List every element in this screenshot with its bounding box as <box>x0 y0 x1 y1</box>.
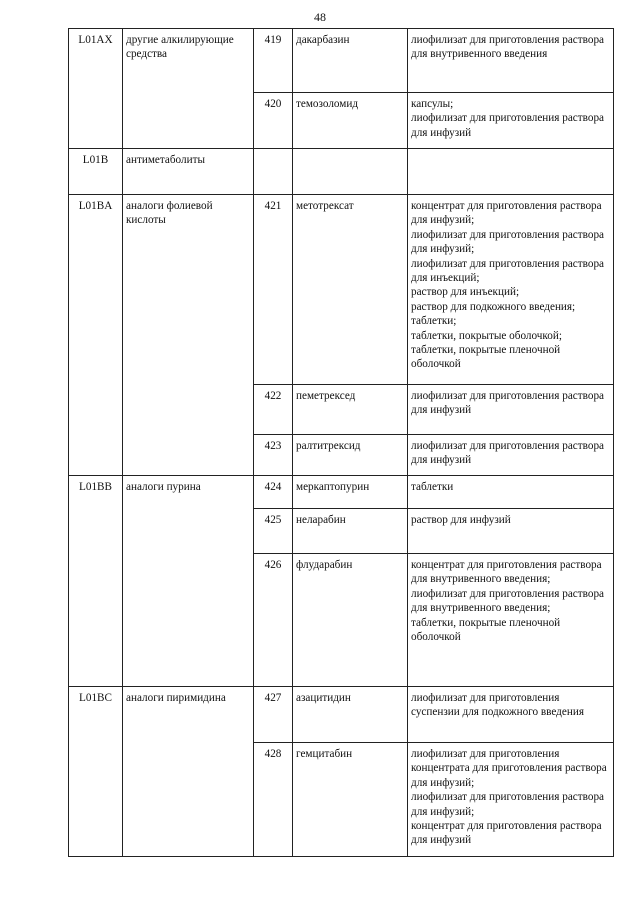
item-number-cell: 425 <box>254 509 293 554</box>
drug-name-cell: дакарбазин <box>293 29 408 93</box>
page-number: 48 <box>314 10 326 24</box>
dosage-form-cell: раствор для инфузий <box>408 509 614 554</box>
table-row <box>69 149 614 195</box>
dosage-form-cell: концентрат для приготовления раствора для внутривенного введения; лиофилизат для приготовления раствора для внутривенного введения; таблетки, покрытые пленочной оболочкой <box>408 554 614 687</box>
atc-code-cell: L01BC <box>69 687 123 857</box>
atc-group-cell: антиметаболиты <box>123 149 254 195</box>
medication-table <box>68 28 614 857</box>
item-number-cell <box>254 149 293 195</box>
atc-code-cell: L01BB <box>69 476 123 687</box>
dosage-form-cell: лиофилизат для приготовления раствора для инфузий <box>408 385 614 435</box>
drug-name-cell: неларабин <box>293 509 408 554</box>
dosage-form-cell: лиофилизат для приготовления концентрата для приготовления раствора для инфузий; лиофилизат для приготовления раствора для инфузий; концентрат для приготовления раствора для инфузий <box>408 743 614 857</box>
dosage-form-cell: концентрат для приготовления раствора для инфузий; лиофилизат для приготовления раствора для инфузий; лиофилизат для приготовления раствора для инъекций; раствор для инъекций; раствор для подкожного введения; таблетки; таблетки, покрытые оболочкой; таблетки, покрытые пленочной оболочкой <box>408 195 614 385</box>
item-number-cell: 420 <box>254 93 293 149</box>
atc-group-cell: аналоги фолиевой кислоты <box>123 195 254 476</box>
drug-name-cell: азацитидин <box>293 687 408 743</box>
item-number-cell: 423 <box>254 435 293 476</box>
drug-name-cell: ралтитрексид <box>293 435 408 476</box>
drug-name-cell: флударабин <box>293 554 408 687</box>
dosage-form-cell: лиофилизат для приготовления раствора для внутривенного введения <box>408 29 614 93</box>
table-row <box>69 195 614 385</box>
dosage-form-cell: таблетки <box>408 476 614 509</box>
atc-code-cell: L01BA <box>69 195 123 476</box>
drug-name-cell: гемцитабин <box>293 743 408 857</box>
item-number-cell: 428 <box>254 743 293 857</box>
dosage-form-cell <box>408 149 614 195</box>
item-number-cell: 419 <box>254 29 293 93</box>
item-number-cell: 426 <box>254 554 293 687</box>
drug-name-cell <box>293 149 408 195</box>
table-row <box>69 476 614 509</box>
atc-code-cell: L01B <box>69 149 123 195</box>
table-row <box>69 29 614 93</box>
dosage-form-cell: капсулы; лиофилизат для приготовления раствора для инфузий <box>408 93 614 149</box>
table-row <box>69 687 614 743</box>
item-number-cell: 421 <box>254 195 293 385</box>
drug-name-cell: метотрексат <box>293 195 408 385</box>
drug-name-cell: темозоломид <box>293 93 408 149</box>
drug-name-cell: пеметрексед <box>293 385 408 435</box>
item-number-cell: 424 <box>254 476 293 509</box>
atc-group-cell: другие алкилирующие средства <box>123 29 254 149</box>
item-number-cell: 422 <box>254 385 293 435</box>
dosage-form-cell: лиофилизат для приготовления раствора для инфузий <box>408 435 614 476</box>
dosage-form-cell: лиофилизат для приготовления суспензии для подкожного введения <box>408 687 614 743</box>
atc-group-cell: аналоги пурина <box>123 476 254 687</box>
item-number-cell: 427 <box>254 687 293 743</box>
atc-code-cell: L01AX <box>69 29 123 149</box>
drug-name-cell: меркаптопурин <box>293 476 408 509</box>
atc-group-cell: аналоги пиримидина <box>123 687 254 857</box>
